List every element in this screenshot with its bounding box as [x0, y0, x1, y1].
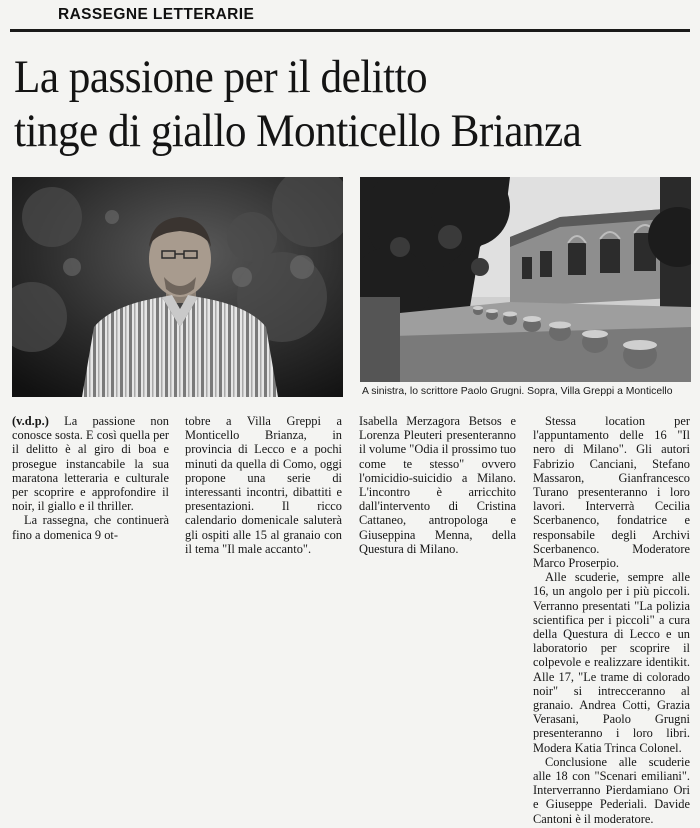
- headline-line-1: La passione per il delitto: [14, 51, 428, 103]
- byline: (v.d.p.): [12, 414, 49, 428]
- paragraph: Conclusione alle scuderie alle 18 con "Scenari emiliani". Interverranno Pierdamiano Ori e Giuseppe Pederiali. Davide Cantoni è il moderatore.: [533, 754, 690, 826]
- paragraph: Stessa location per l'appuntamento delle 16 "Il nero di Milano". Gli autori Fabrizio Canciani, Stefano Massaron, Gianfrancesco Turano presenteranno i loro lavori. Interverrà Cecilia Scerbanenco, fondatrice e responsabile degli Archivi Scerbanenco. Moderatore Marco Proserpio.: [533, 414, 690, 571]
- article-column-1: [12, 414, 169, 542]
- section-kicker: RASSEGNE LETTERARIE: [58, 6, 255, 23]
- photo-villa: [360, 177, 691, 382]
- article-column-4: [533, 414, 690, 826]
- paragraph: [12, 414, 169, 513]
- paragraph: Alle scuderie, sempre alle 16, un angolo per i più piccoli. Verranno presentati "La polizia scientifica per i piccoli" a cura della Questura di Lecco e un laboratorio per scoprire il colpevole e realizzare identikit. Alle 17, "Le trame di colorado noir" si intrecceranno al granaio. Andrea Cotti, Grazia Verasani, Paolo Grugni presenteranno i loro libri. Modera Katia Trinca Colonel.: [533, 570, 690, 755]
- paragraph: tobre a Villa Greppi a Monticello Brianza, in provincia di Lecco e a pochi minuti da quella di Como, oggi propone una serie di interessanti incontri, dibattiti e presentazioni. Il ricco calendario domenicale saluterà gli ospiti alle 15 al granaio con il tema "Il male accanto".: [185, 414, 342, 556]
- paragraph-text: La passione non conosce sosta. E così quella per il delitto è al giro di boa e prosegue instancabile la sua maratona letteraria e culturale per scoprire e approfondire il noir, il giallo e il thriller.: [12, 414, 169, 514]
- paragraph: La rassegna, che continuerà fino a domenica 9 ot-: [12, 513, 169, 542]
- headline-line-2: tinge di giallo Monticello Brianza: [14, 105, 582, 157]
- photo-caption: A sinistra, lo scrittore Paolo Grugni. Sopra, Villa Greppi a Monticello: [362, 386, 673, 397]
- paragraph: Isabella Merzagora Betsos e Lorenza Pleuteri presenteranno il volume "Odia il prossimo tuo come te stesso" ovvero l'omicidio-suicidio a Milano. L'incontro è arricchito dall'intervento di Cristina Cattaneo, antropologa e Giuseppina Menna, della Questura di Milano.: [359, 414, 516, 556]
- section-rule: [10, 29, 690, 32]
- headline: [14, 50, 636, 158]
- photo-portrait: [12, 177, 343, 397]
- article-column-2: [185, 414, 342, 556]
- article-column-3: [359, 414, 516, 556]
